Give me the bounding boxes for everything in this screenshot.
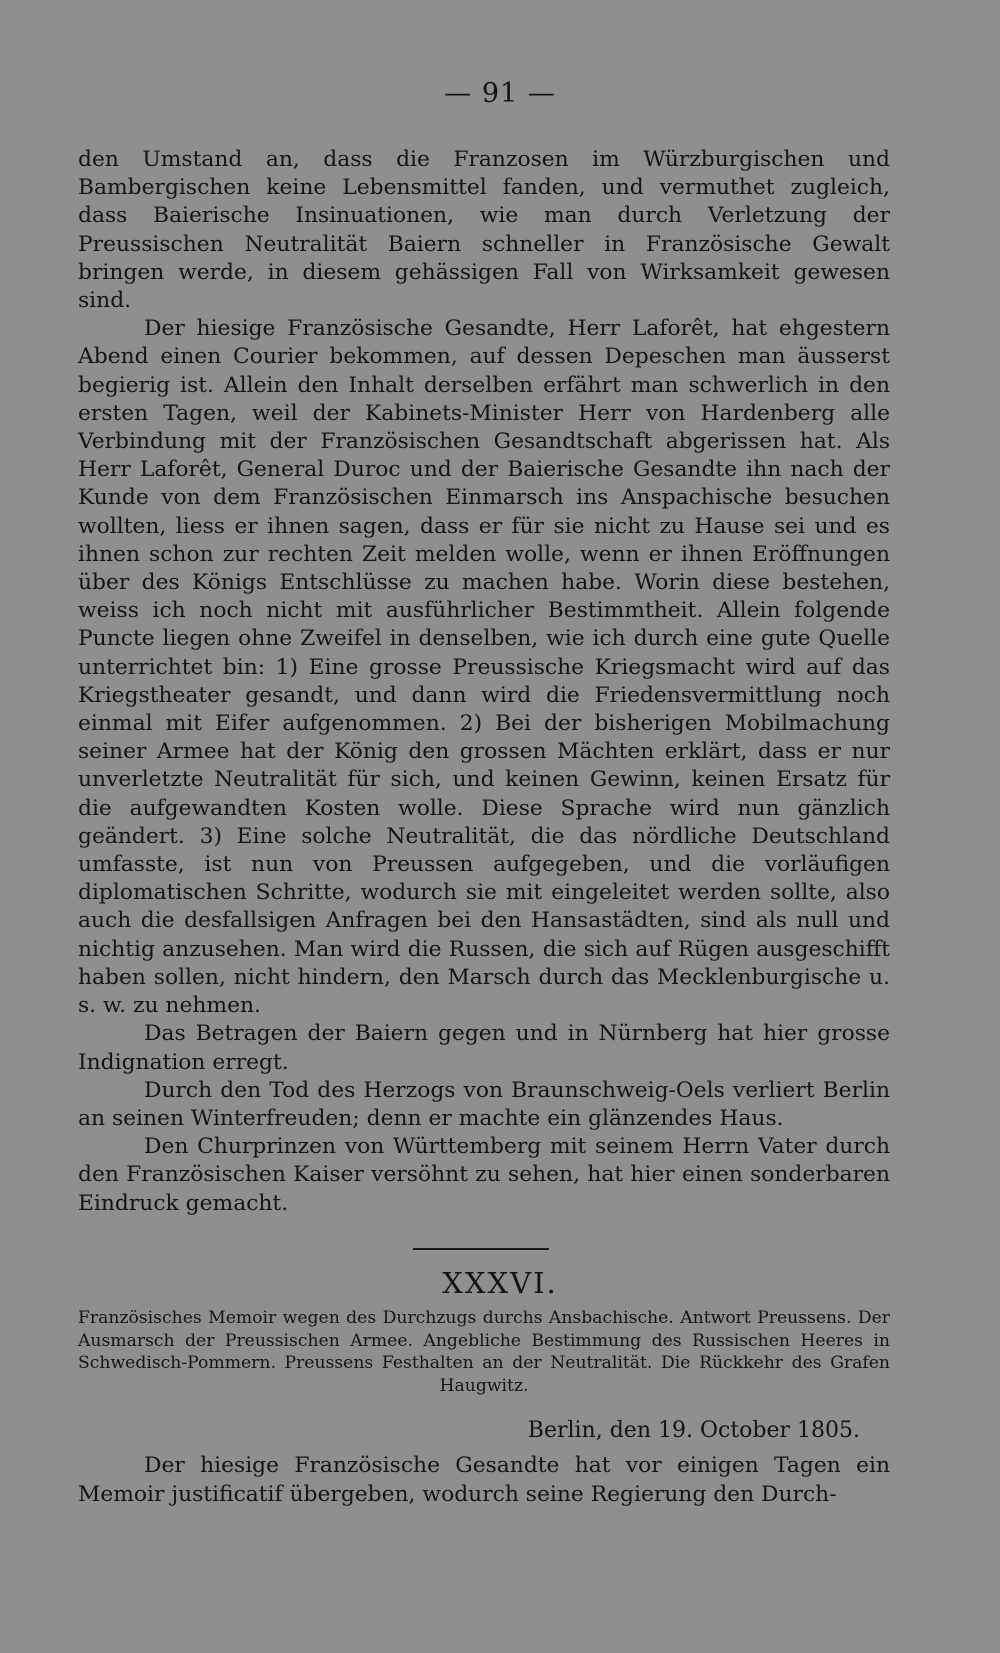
paragraph: den Umstand an, dass die Franzosen im Würzburgischen und Bambergischen keine Lebensmittel fanden, und vermuthet zugleich, dass Baierische Insinuationen, wie man durch Verletzung der Preussischen Neutralität Baiern schneller in Französische Gewalt bringen werde, in diesem gehässigen Fall von Wirksamkeit gewesen sind.: [78, 147, 890, 314]
letter-text: Der hiesige Französische Gesandte hat vor einigen Tagen ein Memoir justificatif übergeben, wodurch seine Regierung den Durch-: [78, 1453, 890, 1507]
chapter-number: XXXVI.: [442, 1266, 558, 1300]
chapter-summary: Französisches Memoir wegen des Durchzugs durchs Ansbachische. Antwort Preussens. Der Ausmarsch der Preussischen Armee. Angebliche Bestimmung des Russischen Heeres in Schwedisch-Pommern. Preussens Festhalten an der Neutralität. Die Rückkehr des Grafen Haugwitz.: [78, 1308, 890, 1396]
paragraph: Den Churprinzen von Württemberg mit seinem Herrn Vater durch den Französischen Kaiser versöhnt zu sehen, hat hier einen sonderbaren Eindruck gemacht.: [78, 1134, 890, 1216]
body-text: [78, 146, 890, 1218]
section-divider: [413, 1248, 549, 1250]
letter-dateline: Berlin, den 19. October 1805.: [527, 1418, 860, 1443]
paragraph: Das Betragen der Baiern gegen und in Nürnberg hat hier grosse Indignation erregt.: [78, 1021, 890, 1075]
page-number: — 91 —: [444, 78, 556, 109]
paragraph: Der hiesige Französische Gesandte, Herr Laforêt, hat ehgestern Abend einen Courier bekommen, auf dessen Depeschen man äusserst begierig ist. Allein den Inhalt derselben erfährt man schwerlich in den ersten Tagen, weil der Kabinets-Minister Herr von Hardenberg alle Verbindung mit der Französischen Gesandtschaft abgerissen hat. Als Herr Laforêt, General Duroc und der Baierische Gesandte ihn nach der Kunde von dem Französischen Einmarsch ins Anspachische besuchen wollten, liess er ihnen sagen, dass er für sie nicht zu Hause sei und es ihnen schon zur rechten Zeit melden wolle, wenn er ihnen Eröffnungen über des Königs Entschlüsse zu machen habe. Worin diese bestehen, weiss ich noch nicht mit ausführlicher Bestimmtheit. Allein folgende Puncte liegen ohne Zweifel in denselben, wie ich durch eine gute Quelle unterrichtet bin: 1) Eine grosse Preussische Kriegsmacht wird auf das Kriegstheater gesandt, und dann wird die Friedensvermittlung noch einmal mit Eifer aufgenommen. 2) Bei der bisherigen Mobilmachung seiner Armee hat der König den grossen Mächten erklärt, dass er nur unverletzte Neutralität für sich, und keinen Gewinn, keinen Ersatz für die aufgewandten Kosten wolle. Diese Sprache wird nun gänzlich geändert. 3) Eine solche Neutralität, die das nördliche Deutschland umfasste, ist nun von Preussen aufgegeben, und die vorläufigen diplomatischen Schritte, wodurch sie mit eingeleitet werden sollte, also auch die desfallsigen Anfragen bei den Hansastädten, sind als null und nichtig anzusehen. Man wird die Russen, die sich auf Rügen ausgeschifft haben sollen, nicht hindern, den Marsch durch das Mecklenburgische u. s. w. zu nehmen.: [78, 316, 890, 1019]
paragraph: Durch den Tod des Herzogs von Braunschweig-Oels verliert Berlin an seinen Winterfreuden; denn er machte ein glänzendes Haus.: [78, 1077, 890, 1131]
